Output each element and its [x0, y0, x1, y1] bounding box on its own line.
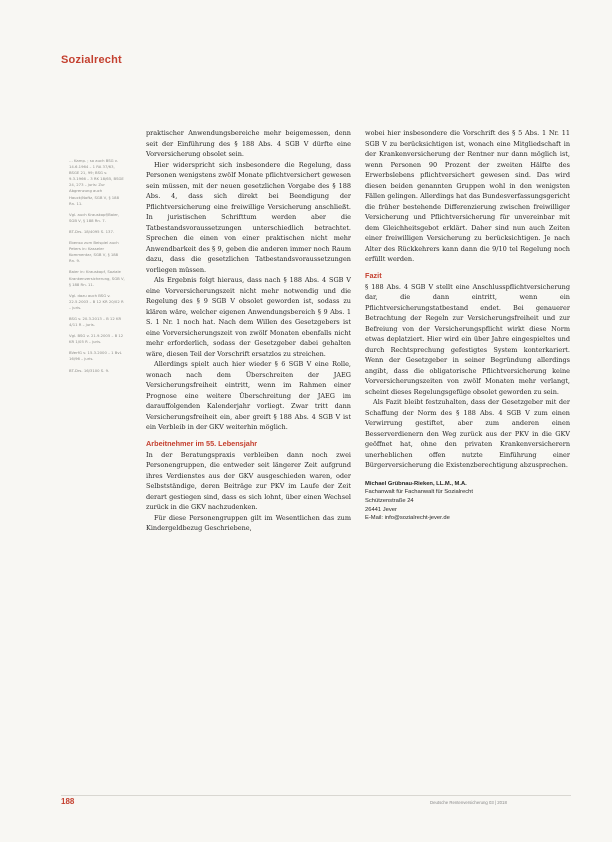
author-title: Fachanwalt für Fachanwalt für Sozialrecht: [365, 489, 473, 496]
footnote: [61, 368, 125, 374]
body-paragraph: Hier widerspricht sich insbesondere die Regelung, dass Personen wenigstens zwölf Monate pflichtversichert gewesen sein müssen, mit der neuen gesetzlichen Vorgabe des § 188 Abs. 4, dass sich direkt bei Beendigung der Pflichtversicherung eine freiwillige Versicherung anschließt. In juristischen Schrifttum werden aber die Tatbestandsvoraussetzungen unterschiedlich betrachtet. Sprechen die einen von einer praktischen nicht mehr Anwendbarkeit des § 9, geben die anderen immer noch Raum dazu, dass die gesetzlichen Tatbestandsvoraussetzungen vorliegen müssen.: [146, 160, 351, 274]
author-city: 26441 Jever: [365, 506, 397, 513]
subheading-fazit: Fazit: [365, 270, 382, 280]
subheading-workers: Arbeitnehmer im 55. Lebensjahr: [146, 438, 258, 448]
body-paragraph: Allerdings spielt auch hier wieder § 6 SGB V eine Rolle, wonach nach dem Überschreiten der JAEG Versicherungsfreiheit eintritt, wenn im Rahmen einer Prognose eine weitere Überschreitung der JAEG im darauffolgenden Kalenderjahr vorliegt. Zwar tritt dann Versicherungsfreiheit ein, aber greift § 188 Abs. 4 SGB V ist ein Verbleib in der GKV weiterhin möglich.: [146, 360, 351, 431]
author-name: Michael Grübnau-Rieken, LL.M., M.A.: [365, 480, 467, 487]
footnote-text: Vgl. dazu auch BSG v. 22.5.2003 – B 12 KR 20/02 R – juris.: [69, 292, 124, 310]
footnote-text: Ebenso zum Beispiel auch Peters in: Kasseler Kommentar, SGB V, § 188 Rn. 9.: [69, 240, 119, 264]
body-paragraph: In der Beratungspraxis verbleiben dann noch zwei Personengruppen, die entweder seit längerer Zeit aufgrund ihres Verdienstes aus der GKV ausgeschieden waren, oder Selbstständige, deren Beiträge zur PKV im Laufe der Zeit derart gestiegen sind, dass es sich lohnt, über einen Wechsel zurück in die GKV nachzudenken.: [146, 450, 351, 511]
author-street: Schützenstraße 24: [365, 497, 414, 504]
footnote-number: [61, 269, 69, 287]
footnote-text: BT-Drs. 16/3100 S. 9.: [69, 367, 110, 373]
footnote-number: [61, 350, 69, 362]
journal-reference: Deutsche Rentenversicherung 03 | 2018: [430, 800, 507, 805]
footnote-number: [61, 368, 69, 374]
footnote-number: [61, 293, 69, 311]
author-email: E-Mail: info@sozialrecht-jever.de: [365, 515, 450, 522]
body-paragraph: wobei hier insbesondere die Vorschrift des § 5 Abs. 1 Nr. 11 SGB V zu berücksichtigen ist, wonach eine Mitgliedschaft in der Krankenversicherung der Rentner nur dann möglich ist, wenn Personen 90 Prozent der zweiten Hälfte des Erwerbslebens pflichtversichert gewesen sind. Das wird diesen beiden genannten Gruppen wohl in den wenigsten Fällen gelingen. Allerdings hat das Bundesverfassungsgericht die früher bestehende Differenzierung zwischen freiwilliger Versicherung und Pflichtversicherung für unvereinbar mit dem Gleichheitsgebot erklärt. Daher sind nun auch Zeiten einer freiwilligen Versicherung zu berücksichtigen. Je nach Alter des Rückkehrers kann dann die 9/10 tel Regelung noch erfüllt werden.: [365, 129, 570, 263]
body-paragraph: praktischer Anwendungsbereiche mehr beigemessen, denn seit der Einführung des § 188 Abs. 4 SGB V dürfte eine Vorversicherung obsolet sein.: [146, 129, 351, 158]
author-block: [365, 480, 570, 524]
article-column-middle: [146, 128, 351, 534]
footnote: [61, 316, 125, 328]
section-title: Sozialrecht: [61, 54, 122, 66]
body-paragraph: Als Fazit bleibt festzuhalten, dass der Gesetzgeber mit der Schaffung der Norm des § 188 Abs. 4 SGB V zum einen Verwirrung gestiftet, aber zum anderen einen Besserverdienern den Weg zurück aus der PKV in die GKV geöffnet hat, ohne den privaten Krankenversicherern unerheblichen offen nutzte Einführung einer Bürgerversicherung die Existenzberechtigung abzusprechen.: [365, 398, 570, 469]
footnote-number: [61, 158, 69, 207]
footnote-text: BSG v. 20.3.2013 – B 12 KR 4/11 R – juris.: [69, 315, 122, 328]
footnote-number: [61, 212, 69, 224]
body-paragraph: § 188 Abs. 4 SGB V stellt eine Anschlusspflichtversicherung dar, die dann eintritt, wenn ein Pflichtversicherungstatbestand endet. Bei genauerer Betrachtung der Regeln zur Versicherungsfreiheit und zur Befreiung von der Versicherungspflicht wirkt diese Norm etwas deplatziert. Hier wird ein über Jahre eingespieltes und durch Rechtsprechung gefestigtes System konterkariert. Wenn der Gesetzgeber in seiner Begründung allerdings angibt, dass die obligatorische Pflichtversicherung keine Vorversicherungszeiten von zwölf Monaten mehr verlangt, scheint dieses Regelungsgefüge obsolet geworden zu sein.: [365, 282, 570, 396]
footnote: [61, 229, 125, 235]
footnote-number: [61, 229, 69, 235]
footnote: [61, 350, 125, 362]
page-number: 188: [61, 797, 75, 806]
body-paragraph: Für diese Personengruppen gilt im Wesentlichen das zum Kindergeldbezug Geschriebene,: [146, 513, 351, 532]
footnote: [61, 333, 125, 345]
footnote-text: Vgl. BSG v. 21.9.2005 – B 12 KR 1/05 R – juris.: [69, 333, 124, 345]
footnote-text: BVerfG v. 15.3.2000 – 1 BvL 16/96 – juris.: [69, 350, 122, 362]
footnote-number: [61, 240, 69, 264]
footnote: [61, 158, 125, 207]
footnotes-column: [61, 158, 125, 379]
footnote-text: … Kamp. ; so auch BSG v. 14.6.1964 – 1 RA 37/63, BSGE 21, 99; BSG v. 9.3.1966 – 3 RK 18/65, BSGE 24, 273 – juris: Zur Abgrenzung auch Hauck/Noftz, SGB V, § 188 Rn. 11.: [69, 158, 124, 206]
footnote-text: Baier in: Krauskopf, Soziale Krankenversicherung, SGB V, § 188 Rn. 11.: [69, 269, 125, 287]
footer-divider: [61, 795, 571, 796]
footnote: [61, 240, 125, 264]
footnote-number: [61, 333, 69, 345]
footnote: [61, 212, 125, 224]
footnote-text: BT-Drs. 18/4095 S. 137.: [69, 228, 115, 234]
article-column-right: [365, 128, 570, 523]
footnote: [61, 269, 125, 287]
body-paragraph: Als Ergebnis folgt hieraus, dass nach § 188 Abs. 4 SGB V eine Vorversicherungszeit nicht mehr notwendig und die Regelung des § 9 SGB V obsolet geworden ist, sodass zu klären wäre, welcher eigenen Anwendungsbereich § 9 Abs. 1 S. 1 Nr. 1 noch hat. Nach dem Willen des Gesetzgebers ist eine Vorversicherungszeit von zwölf Monaten ebenfalls nicht mehr erforderlich, sodass der Gesetzgeber dabei gehalten wäre, diesen Teil der Vorschrift ersatzlos zu streichen.: [146, 276, 351, 358]
footnote-text: Vgl. auch Krauskopf/Baier, SGB V, § 188 Rn. 7.: [69, 211, 120, 223]
footnote: [61, 293, 125, 311]
footnote-number: [61, 316, 69, 328]
